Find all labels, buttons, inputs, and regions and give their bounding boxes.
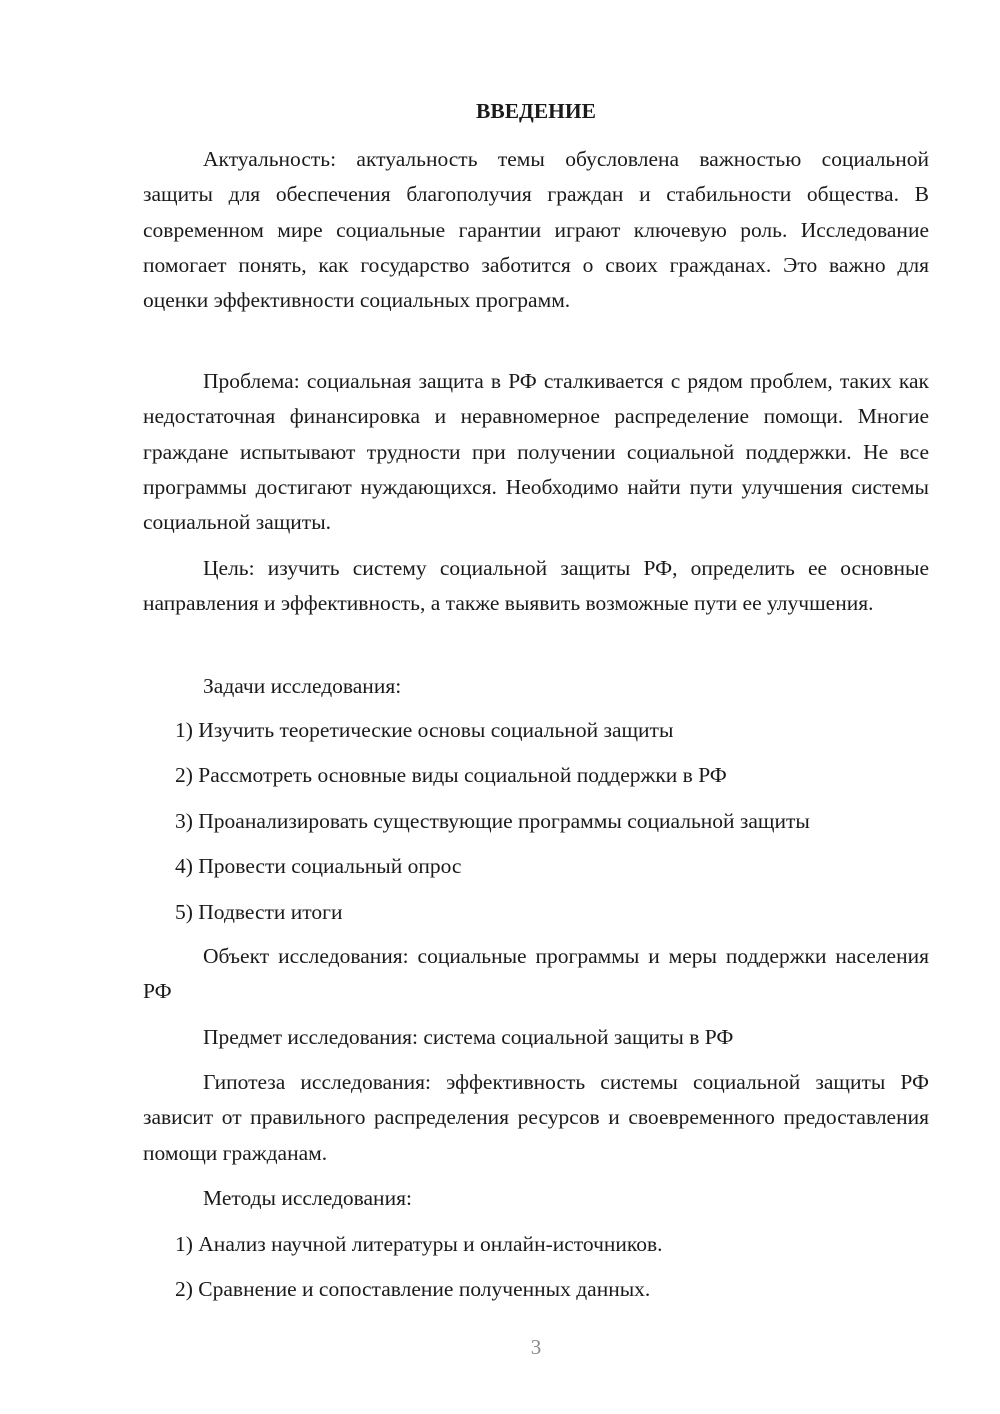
problem-paragraph: Проблема: социальная защита в РФ сталкивается с рядом проблем, таких как недостаточная финансировка и неравномерное распределение помощи. Многие граждане испытывают трудности при получении социальной поддержки. Не все программы достигают нуждающихся. Необходимо найти пути улучшения системы социальной защиты. (143, 369, 929, 535)
task-item-1: 1) Изучить теоретические основы социальной защиты (175, 718, 674, 742)
section-title: ВВЕДЕНИЕ (476, 99, 596, 123)
methods-heading: Методы исследования: (203, 1186, 412, 1210)
task-item-2: 2) Рассмотреть основные виды социальной поддержки в РФ (175, 763, 727, 787)
relevance-paragraph: Актуальность: актуальность темы обусловлена важностью социальной защиты для обеспечения благополучия граждан и стабильности общества. В современном мире социальные гарантии играют ключевую роль. Исследование помогает понять, как государство заботится о своих гражданах. Это важно для оценки эффективности социальных программ. (143, 147, 929, 313)
goal-paragraph: Цель: изучить систему социальной защиты РФ, определить ее основные направления и эффективность, а также выявить возможные пути ее улучшения. (143, 556, 929, 616)
page-number: 3 (530, 1335, 542, 1359)
hypothesis-paragraph: Гипотеза исследования: эффективность системы социальной защиты РФ зависит от правильного распределения ресурсов и своевременного предоставления помощи гражданам. (143, 1070, 929, 1165)
task-item-4: 4) Провести социальный опрос (175, 854, 462, 878)
tasks-heading: Задачи исследования: (203, 674, 402, 698)
task-item-3: 3) Проанализировать существующие программы социальной защиты (175, 809, 810, 833)
task-item-5: 5) Подвести итоги (175, 900, 343, 924)
object-paragraph: Объект исследования: социальные программы и меры поддержки населения РФ (143, 944, 929, 1004)
method-item-2: 2) Сравнение и сопоставление полученных данных. (175, 1277, 651, 1301)
method-item-1: 1) Анализ научной литературы и онлайн-источников. (175, 1232, 663, 1256)
subject-paragraph: Предмет исследования: система социальной защиты в РФ (203, 1025, 734, 1049)
